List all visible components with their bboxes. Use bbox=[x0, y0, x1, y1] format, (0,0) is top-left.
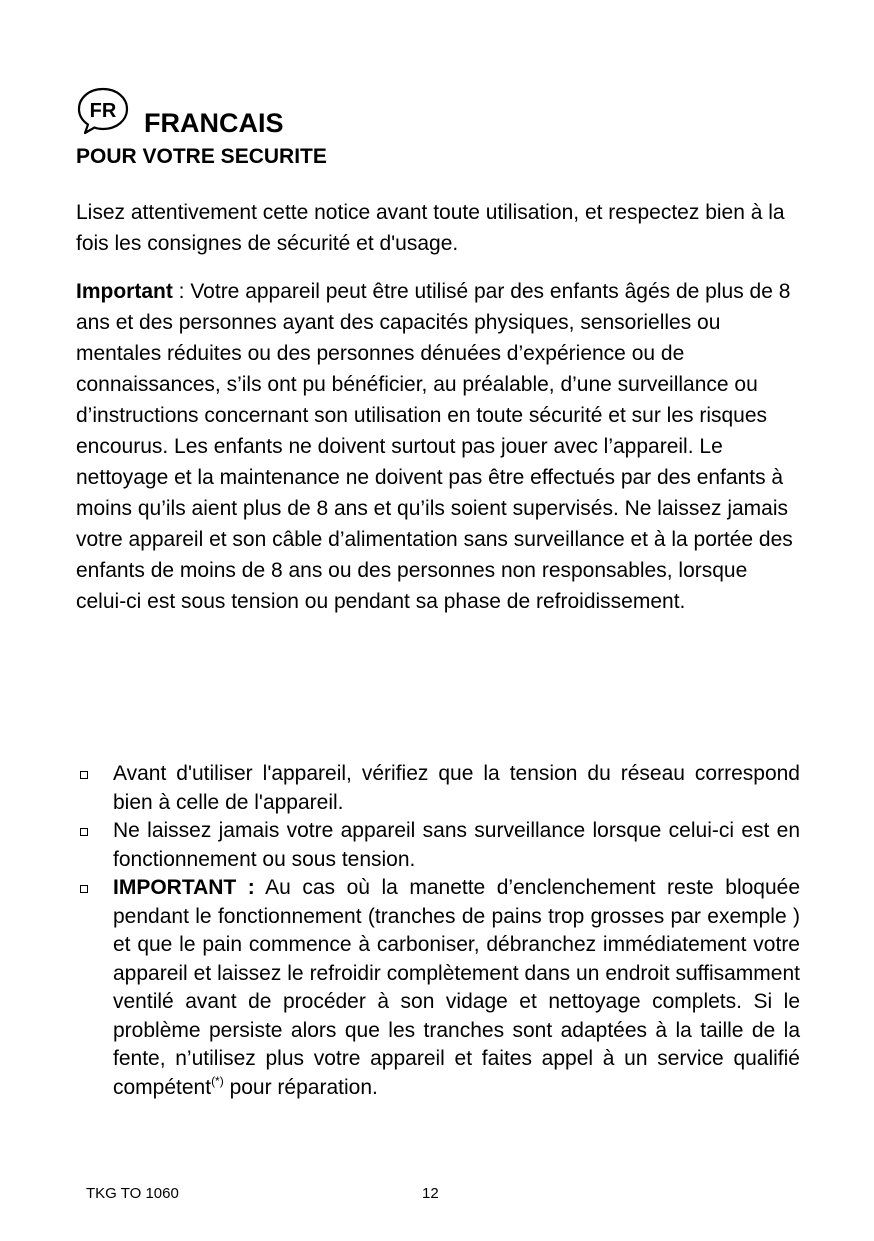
model-number: TKG TO 1060 bbox=[86, 1185, 179, 1202]
list-item-text: Ne laissez jamais votre appareil sans surveillance lorsque celui-ci est en fonctionnement ou sous tension. bbox=[113, 819, 800, 871]
speech-bubble-icon bbox=[76, 86, 132, 138]
important-text: : Votre appareil peut être utilisé par des enfants âgés de plus de 8 ans et des personnes ayant des capacités physiques, sensorielles ou mentales réduites ou des personnes dénuées d’expérience ou de connaissances, s’ils ont pu bénéficier, au préalable, d’une surveillance ou d’instructions concernant son utilisation en toute sécurité et sur les risques encourus. Les enfants ne doivent surtout pas jouer avec l’appareil. Le nettoyage et la maintenance ne doivent pas être effectués par des enfants à moins qu’ils aient plus de 8 ans et qu’ils soient supervisés. Ne laissez jamais votre appareil et son câble d’alimentation sans surveillance et à la portée des enfants de moins de 8 ans ou des personnes non responsables, lorsque celui-ci est sous tension ou pendant sa phase de refroidissement. bbox=[76, 280, 793, 613]
page-number: 12 bbox=[422, 1185, 439, 1202]
list-item bbox=[76, 817, 800, 874]
safety-list bbox=[76, 760, 800, 1102]
list-item bbox=[76, 760, 800, 817]
checkbox-bullet-icon bbox=[80, 828, 88, 836]
important-label: Important bbox=[76, 280, 173, 303]
list-item-text: Avant d'utiliser l'appareil, vérifiez que la tension du réseau correspond bien à celle de l'appareil. bbox=[113, 762, 800, 814]
lang-badge-text: FR bbox=[89, 100, 117, 122]
list-item bbox=[76, 874, 800, 1102]
intro-paragraph: Lisez attentivement cette notice avant toute utilisation, et respectez bien à la fois les consignes de sécurité et d'usage. bbox=[76, 201, 785, 255]
language-title: FRANCAIS bbox=[144, 108, 284, 138]
list-item-label: IMPORTANT : bbox=[113, 876, 255, 899]
checkbox-bullet-icon bbox=[80, 771, 88, 779]
list-item-text-end: pour réparation. bbox=[223, 1075, 378, 1099]
footnote-marker: (*) bbox=[211, 1073, 224, 1088]
list-item-text: Au cas où la manette d’enclenchement reste bloquée pendant le fonctionnement (tranches de pains trop grosses par exemple ) et que le pain commence à carboniser, débranchez immédiatement votre appareil et laissez le refroidir complètement dans un endroit suffisamment ventilé avant de procéder à son vidage et nettoyage complets. Si le problème persiste alors que les tranches sont adaptées à la taille de la fente, n’utilisez plus votre appareil et faites appel à un service qualifié compétent bbox=[113, 876, 801, 1099]
section-title: POUR VOTRE SECURITE bbox=[76, 145, 327, 168]
important-paragraph bbox=[76, 276, 796, 617]
checkbox-bullet-icon bbox=[80, 885, 88, 893]
